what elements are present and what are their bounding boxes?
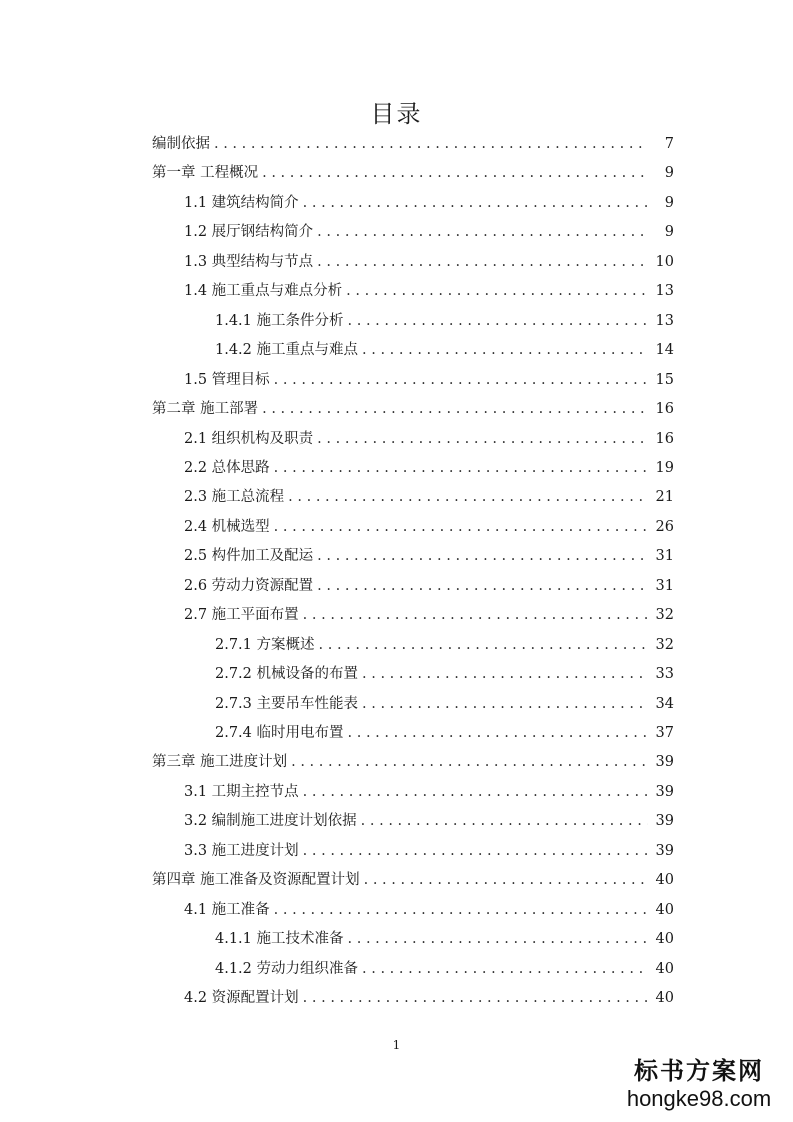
- toc-entry-page: 39: [655, 783, 674, 800]
- toc-dot-leader: [317, 575, 648, 597]
- toc-dot-leader: [361, 810, 648, 832]
- toc-entry-page: 31: [655, 577, 674, 594]
- toc-entry[interactable]: [184, 369, 674, 391]
- toc-entry-page: 32: [655, 636, 674, 653]
- toc-entry[interactable]: [215, 634, 674, 656]
- toc-entry-page: 37: [655, 725, 674, 741]
- toc-entry[interactable]: [152, 751, 674, 773]
- toc-entry-number: 1.4.1: [215, 312, 257, 329]
- toc-entry[interactable]: [184, 192, 674, 214]
- toc-entry-number: 1.1: [184, 194, 212, 211]
- toc-dot-leader: [262, 162, 648, 184]
- toc-entry-page: 39: [655, 754, 674, 771]
- toc-entry-label: 总体思路: [211, 459, 270, 476]
- toc-entry-number: 1.2: [184, 224, 212, 241]
- toc-entry[interactable]: [184, 604, 674, 626]
- toc-entry-number: 3.2: [184, 813, 212, 830]
- toc-entry-label: 施工条件分析: [256, 312, 344, 329]
- toc-dot-leader: [274, 899, 648, 921]
- toc-dot-leader: [317, 545, 648, 567]
- watermark-url: hongke98.com: [626, 1086, 772, 1111]
- toc-entry[interactable]: [184, 899, 674, 921]
- toc-entry[interactable]: [215, 310, 674, 332]
- toc-entry-number: 第四章: [152, 872, 201, 889]
- toc-entry-page: 39: [655, 842, 674, 859]
- toc-entry[interactable]: [184, 987, 674, 1009]
- toc-entry[interactable]: [152, 162, 674, 184]
- toc-entry[interactable]: [184, 457, 674, 479]
- toc-dot-leader: [262, 398, 648, 420]
- toc-entry-page: 39: [655, 813, 674, 830]
- toc-entry-number: 4.1.2: [215, 960, 257, 977]
- toc-entry-page: 40: [655, 872, 674, 889]
- toc-entry[interactable]: [184, 810, 674, 832]
- toc-entry-page: 33: [655, 666, 674, 683]
- toc-dot-leader: [303, 781, 648, 803]
- toc-entry-label: 施工准备: [211, 901, 270, 918]
- toc-entry-label: 机械设备的布置: [256, 666, 359, 683]
- toc-entry-number: 2.3: [184, 489, 212, 506]
- toc-entry-number: 1.5: [184, 371, 212, 388]
- toc-entry[interactable]: [215, 339, 674, 361]
- toc-entry[interactable]: [215, 722, 674, 744]
- toc-entry[interactable]: [152, 869, 674, 891]
- toc-entry-number: 2.7.4: [215, 725, 257, 741]
- toc-entry-page: 9: [664, 224, 674, 241]
- toc-entry-page: 10: [655, 253, 674, 270]
- toc-entry-label: 管理目标: [211, 371, 270, 388]
- toc-entry-label: 典型结构与节点: [211, 253, 314, 270]
- toc-entry[interactable]: [152, 398, 674, 420]
- toc-dot-leader: [348, 310, 648, 332]
- toc-entry-label: 施工重点与难点分析: [211, 283, 343, 300]
- toc-dot-leader: [346, 280, 648, 302]
- toc-dot-leader: [362, 663, 648, 685]
- toc-entry-page: 21: [655, 489, 674, 506]
- toc-entry-label: 临时用电布置: [256, 725, 344, 741]
- toc-entry[interactable]: [184, 280, 674, 302]
- toc-dot-leader: [274, 369, 648, 391]
- toc-entry-page: 15: [655, 371, 674, 388]
- toc-entry-number: 2.2: [184, 459, 212, 476]
- toc-entry-page: 16: [655, 401, 674, 418]
- toc-dot-leader: [288, 486, 648, 508]
- toc-entry-page: 32: [655, 607, 674, 624]
- toc-entry-page: 7: [664, 136, 674, 152]
- toc-entry[interactable]: [184, 428, 674, 450]
- toc-entry-label: 机械选型: [211, 518, 270, 535]
- toc-entry-number: 2.5: [184, 548, 212, 565]
- toc-entry-label: 编制依据: [152, 136, 210, 152]
- toc-dot-leader: [362, 339, 648, 361]
- toc-entry-number: 3.3: [184, 842, 212, 859]
- toc-dot-leader: [303, 987, 648, 1009]
- toc-entry-number: 1.4.2: [215, 342, 257, 359]
- toc-entry[interactable]: [184, 486, 674, 508]
- toc-entry-label: 施工准备及资源配置计划: [200, 872, 360, 889]
- toc-entry-page: 31: [655, 548, 674, 565]
- toc-dot-leader: [348, 722, 648, 744]
- toc-entry-page: 9: [664, 165, 674, 182]
- toc-entry[interactable]: [152, 133, 674, 155]
- toc-entry-label: 资源配置计划: [211, 990, 299, 1007]
- toc-entry[interactable]: [184, 251, 674, 273]
- toc-dot-leader: [303, 840, 648, 862]
- toc-entry-number: 第一章: [152, 165, 201, 182]
- toc-dot-leader: [303, 192, 648, 214]
- toc-entry[interactable]: [184, 575, 674, 597]
- toc-entry-page: 26: [655, 518, 674, 535]
- toc-entry-number: 4.1: [184, 901, 212, 918]
- toc-entry-label: 施工进度计划: [200, 754, 288, 771]
- toc-entry[interactable]: [215, 928, 674, 950]
- toc-entry-number: 2.4: [184, 518, 212, 535]
- toc-entry-page: 13: [655, 283, 674, 300]
- toc-entry-label: 展厅钢结构简介: [211, 224, 314, 241]
- toc-entry-page: 13: [655, 312, 674, 329]
- toc-entry-number: 2.7.1: [215, 636, 257, 653]
- toc-dot-leader: [274, 457, 648, 479]
- toc-entry-number: 4.1.1: [215, 931, 257, 948]
- toc-entry-number: 2.7: [184, 607, 212, 624]
- toc-entry-number: 1.3: [184, 253, 212, 270]
- toc-entry[interactable]: [184, 545, 674, 567]
- toc-dot-leader: [274, 516, 648, 538]
- toc-entry[interactable]: [215, 958, 674, 980]
- toc-entry-number: 2.6: [184, 577, 212, 594]
- toc-dot-leader: [348, 928, 648, 950]
- toc-entry-label: 编制施工进度计划依据: [211, 813, 357, 830]
- toc-entry-label: 施工平面布置: [211, 607, 299, 624]
- toc-entry-label: 构件加工及配运: [211, 548, 314, 565]
- toc-entry-label: 施工技术准备: [256, 931, 344, 948]
- toc-entry-label: 施工进度计划: [211, 842, 299, 859]
- toc-entry-number: 第三章: [152, 754, 201, 771]
- toc-entry-label: 组织机构及职责: [211, 430, 314, 447]
- toc-entry-page: 14: [655, 342, 674, 359]
- toc-dot-leader: [317, 251, 648, 273]
- toc-dot-leader: [303, 604, 648, 626]
- toc-entry-number: 2.1: [184, 430, 212, 447]
- toc-entry-label: 工程概况: [200, 165, 259, 182]
- toc-entry[interactable]: [215, 663, 674, 685]
- toc-entry-label: 主要吊车性能表: [256, 695, 359, 712]
- toc-dot-leader: [317, 428, 648, 450]
- toc-entry-number: 2.7.3: [215, 695, 257, 712]
- toc-dot-leader: [362, 693, 648, 715]
- toc-entry[interactable]: [184, 781, 674, 803]
- toc-entry[interactable]: [184, 516, 674, 538]
- toc-dot-leader: [214, 133, 648, 155]
- toc-entry[interactable]: [215, 693, 674, 715]
- toc-entry-number: 2.7.2: [215, 666, 257, 683]
- toc-entry-page: 40: [655, 960, 674, 977]
- toc-entry-label: 劳动力资源配置: [211, 577, 314, 594]
- toc-entry-page: 16: [655, 430, 674, 447]
- toc-entry-page: 40: [655, 990, 674, 1007]
- toc-entry-label: 施工重点与难点: [256, 342, 359, 359]
- toc-dot-leader: [362, 958, 648, 980]
- toc-entry-number: 4.2: [184, 990, 212, 1007]
- page-number: 1: [392, 1038, 401, 1052]
- toc-entry-page: 19: [655, 459, 674, 476]
- toc-dot-leader: [364, 869, 648, 891]
- toc-entry[interactable]: [184, 840, 674, 862]
- toc-entry[interactable]: [184, 221, 674, 243]
- toc-dot-leader: [291, 751, 648, 773]
- toc-entry-label: 施工总流程: [211, 489, 285, 506]
- toc-entry-page: 40: [655, 931, 674, 948]
- toc-entry-page: 40: [655, 901, 674, 918]
- toc-entry-number: 1.4: [184, 283, 212, 300]
- watermark-title: 标书方案网: [634, 1056, 764, 1085]
- toc-entry-label: 劳动力组织准备: [256, 960, 359, 977]
- toc-entry-number: 第二章: [152, 401, 201, 418]
- toc-entry-page: 34: [655, 695, 674, 712]
- toc-dot-leader: [319, 634, 648, 656]
- toc-entry-number: 3.1: [184, 783, 212, 800]
- toc-entry-label: 施工部署: [200, 401, 259, 418]
- watermark-logo: [619, 1056, 779, 1112]
- toc-entry-label: 方案概述: [256, 636, 315, 653]
- toc-entry-page: 9: [664, 194, 674, 211]
- toc-title: 目录: [370, 100, 423, 128]
- toc-entry-label: 工期主控节点: [211, 783, 299, 800]
- toc-dot-leader: [317, 221, 648, 243]
- toc-entry-label: 建筑结构简介: [211, 194, 299, 211]
